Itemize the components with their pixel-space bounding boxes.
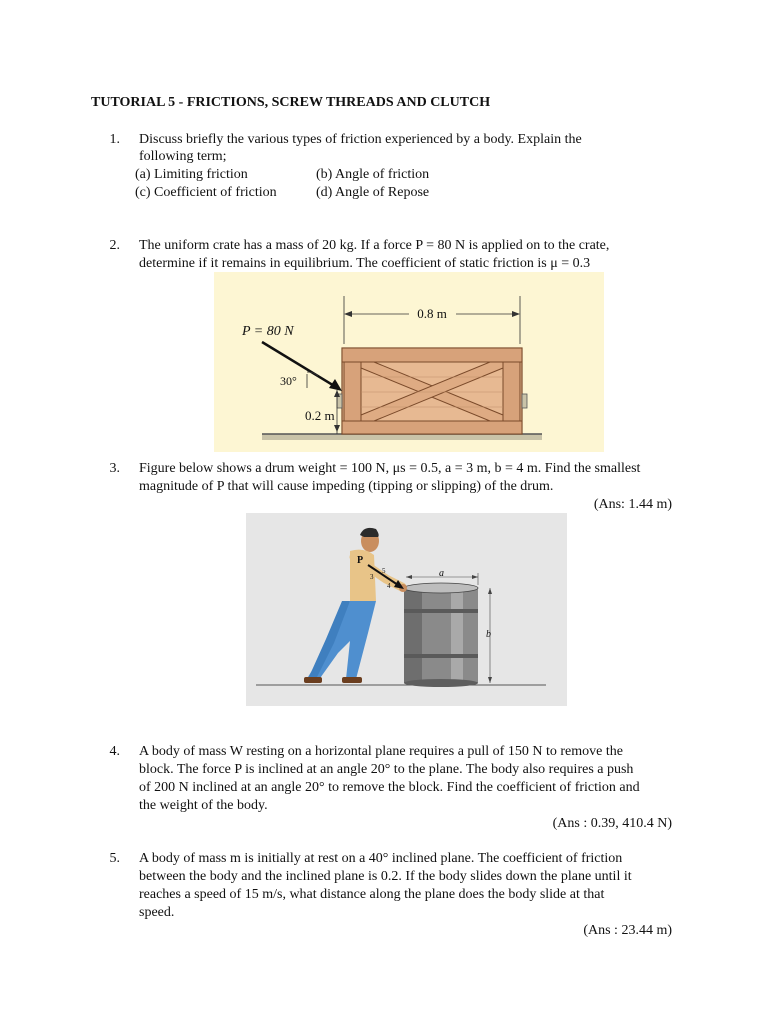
drum-figure [246,513,567,706]
page-title: TUTORIAL 5 - FRICTIONS, SCREW THREADS AND CLUTCH [91,95,491,110]
question-2-line-2: determine if it remains in equilibrium. The coefficient of static friction is μ = 0.3 [139,256,591,271]
question-1-item-b: (b) Angle of friction [316,167,430,182]
b-label: b [486,629,491,640]
question-4-line-1: A body of mass W resting on a horizontal plane requires a pull of 150 N to remove the [139,744,623,759]
question-3-answer: (Ans: 1.44 m) [593,497,672,512]
a-label: a [439,568,444,579]
question-4-answer: (Ans : 0.39, 410.4 N) [552,816,672,831]
question-2-line-1: The uniform crate has a mass of 20 kg. If a force P = 80 N is applied on to the crate, [139,238,610,253]
question-1-line-2: following term; [139,149,227,164]
question-2-number: 2. [109,238,120,253]
question-3-line-1: Figure below shows a drum weight = 100 N, μs = 0.5, a = 3 m, b = 4 m. Find the smallest [139,461,641,476]
ratio-5-label: 5 [382,567,386,575]
question-5-line-3: reaches a speed of 15 m/s, what distance along the plane does the body slide at that [139,887,605,902]
ratio-4-label: 4 [387,582,391,590]
question-5-number: 5. [109,851,120,866]
question-3-line-2: magnitude of P that will cause impeding (tipping or slipping) of the drum. [139,479,554,494]
angle-label: 30° [280,374,297,388]
question-4-line-4: the weight of the body. [139,798,268,813]
question-1-item-d: (d) Angle of Repose [316,185,430,200]
question-4-line-3: of 200 N inclined at an angle 20° to remove the block. Find the coefficient of friction and [139,780,640,795]
question-5-line-4: speed. [139,905,175,920]
question-5-line-2: between the body and the inclined plane is 0.2. If the body slides down the plane until it [139,869,632,884]
p-label: P [357,555,364,566]
question-5-answer: (Ans : 23.44 m) [583,923,672,938]
drum [404,583,478,687]
question-1-item-a: (a) Limiting friction [135,167,248,182]
crate [337,348,527,434]
force-label: P = 80 N [242,324,294,339]
question-4-line-2: block. The force P is inclined at an angle 20° to the plane. The body also requires a push [139,762,634,777]
width-label: 0.8 m [417,306,447,321]
question-1-item-c: (c) Coefficient of friction [135,185,277,200]
question-3-number: 3. [109,461,120,476]
question-4-number: 4. [109,744,120,759]
height-label: 0.2 m [305,408,335,423]
question-1-line-1: Discuss briefly the various types of friction experienced by a body. Explain the [139,132,582,147]
crate-figure [214,272,604,452]
question-1-number: 1. [109,132,120,147]
ratio-3-label: 3 [370,573,374,581]
question-5-line-1: A body of mass m is initially at rest on a 40° inclined plane. The coefficient of friction [139,851,623,866]
ground [262,434,542,440]
